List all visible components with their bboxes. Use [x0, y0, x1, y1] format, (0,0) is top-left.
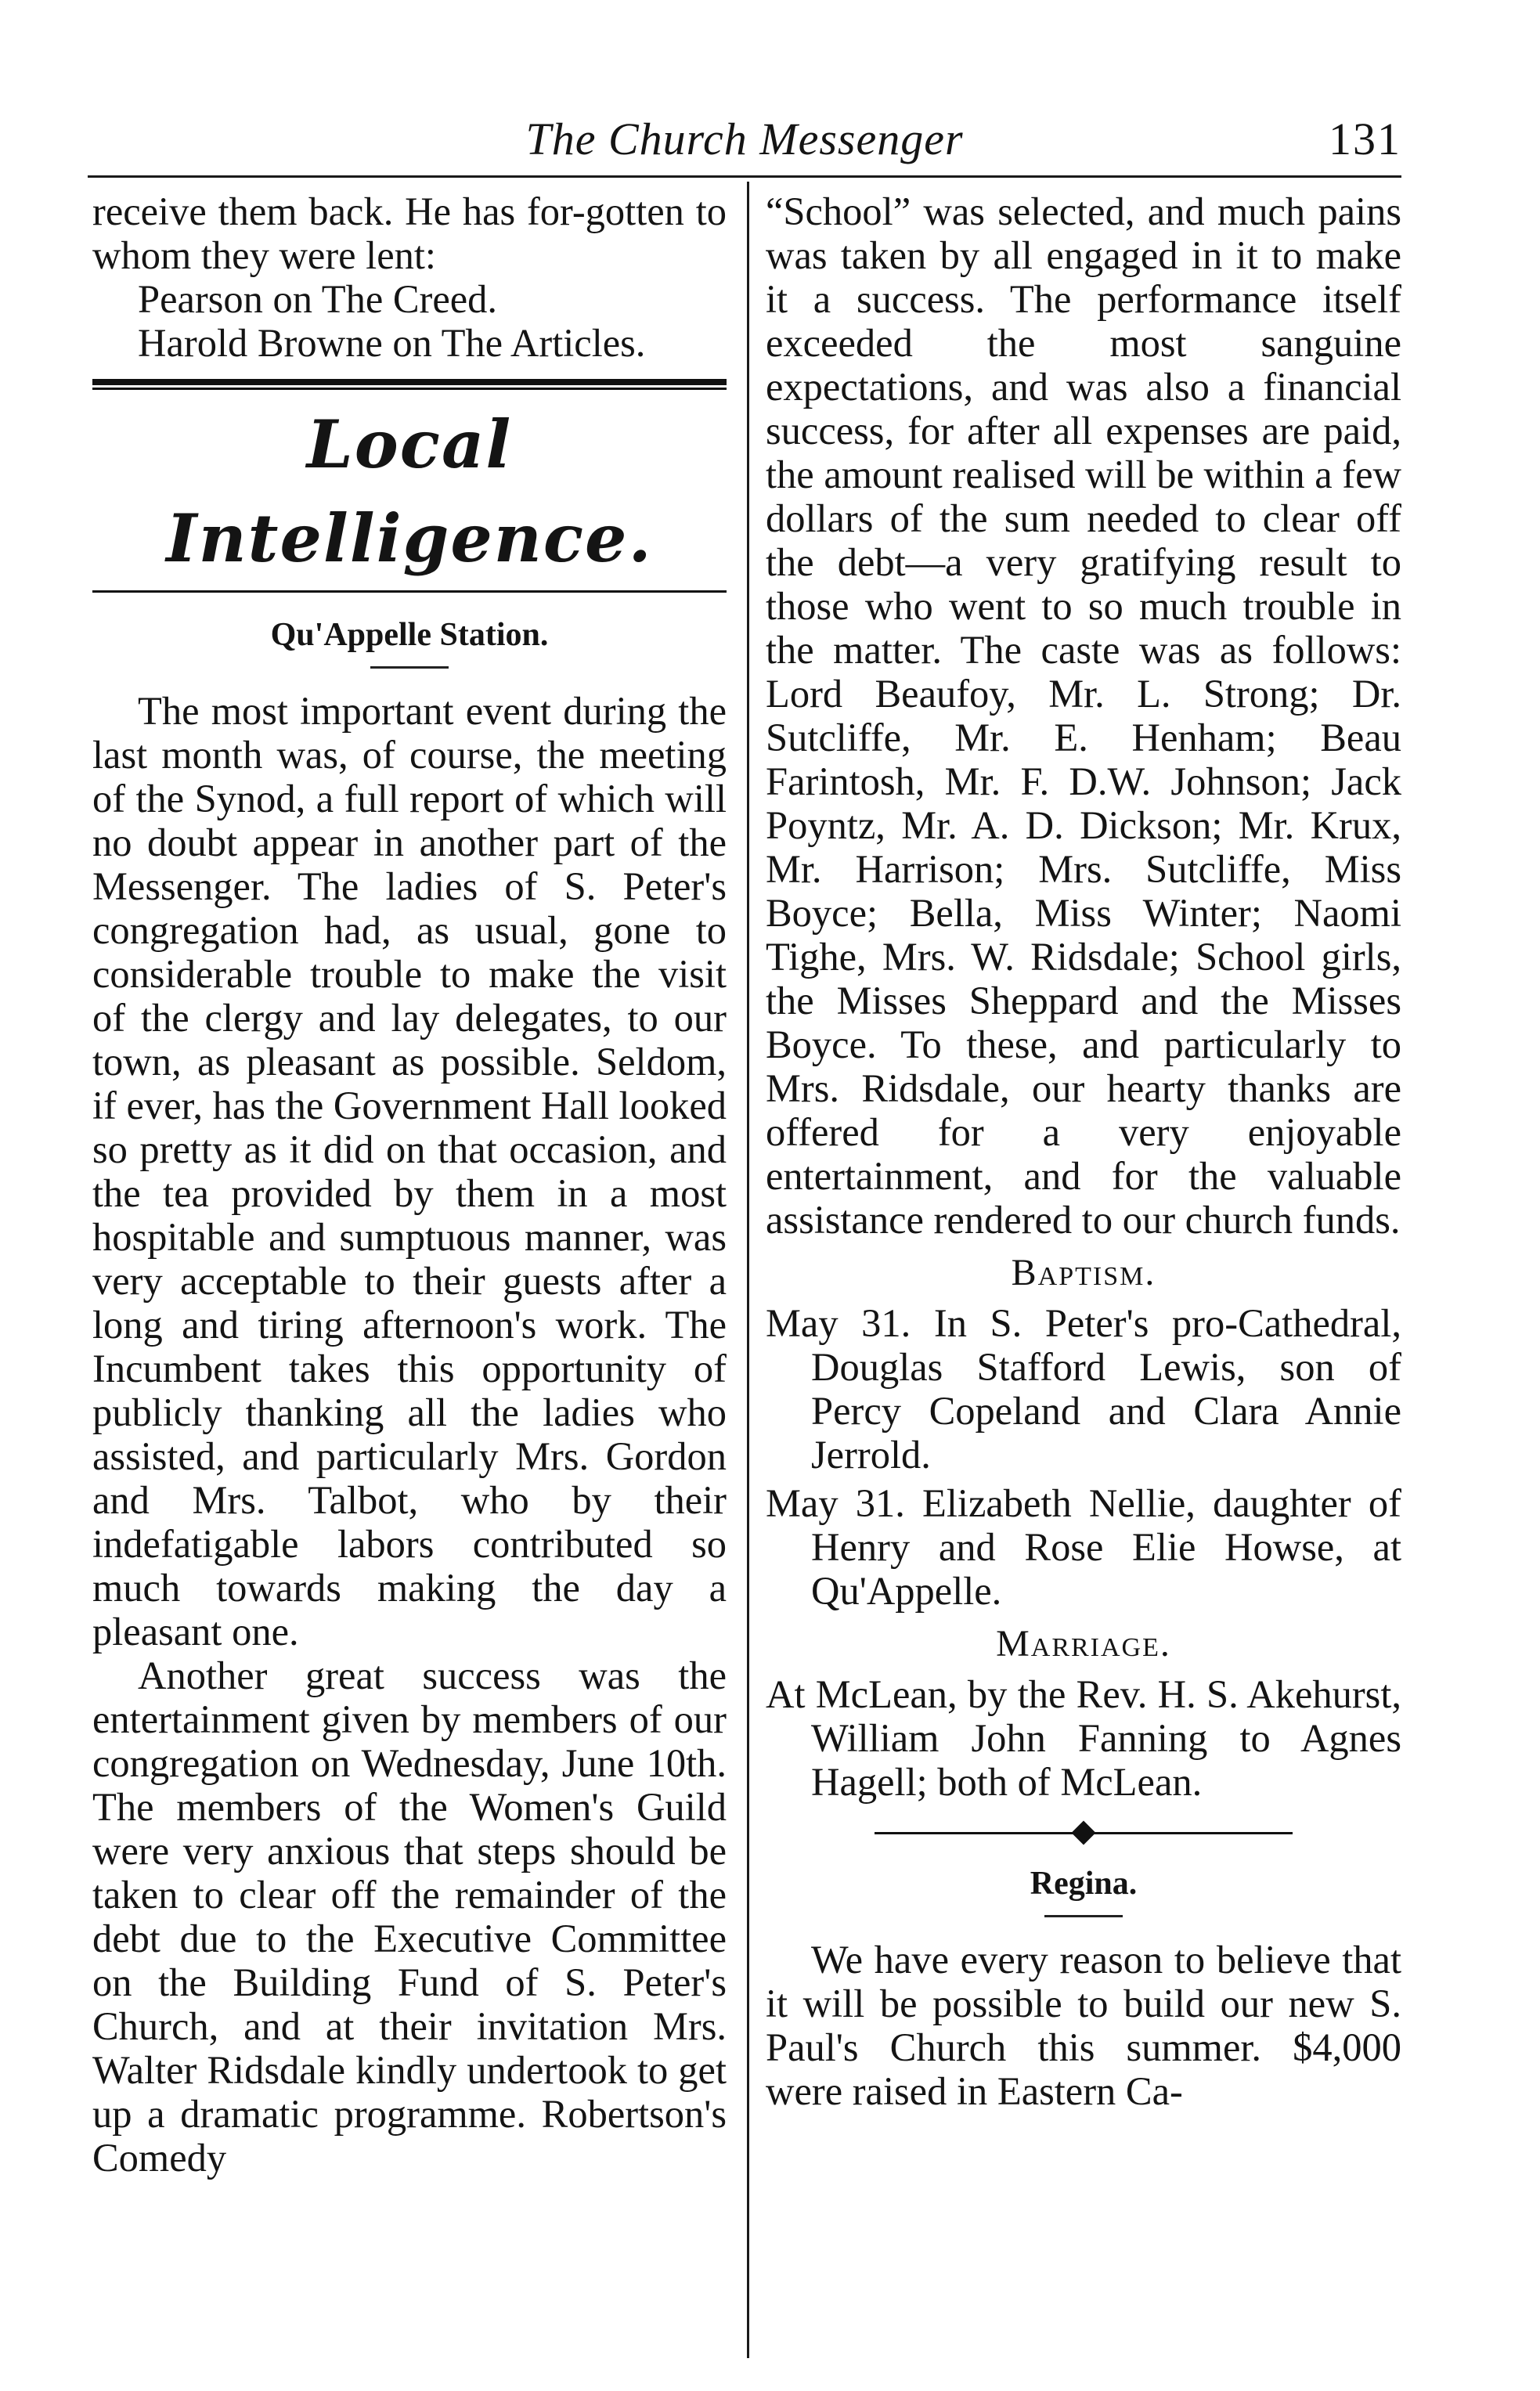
section-rule-bottom [92, 590, 727, 593]
right-column [766, 189, 1401, 2374]
article-paragraph: “School” was selected, and much pains was taken by all engaged in it to make it a success. The performance itself exceeded the most sanguine expectations, and was also a financial success, for after all expenses are paid, the amount realised will be within a few dollars of the sum needed to clear off the debt—a very gratifying result to those who went to so much trouble in the matter. The caste was as follows: Lord Beaufoy, Mr. L. Strong; Dr. Sutcliffe, Mr. E. Henham; Beau Farintosh, Mr. F. D.W. Johnson; Jack Poyntz, Mr. A. D. Dickson; Mr. Krux, Mr. Harrison; Mrs. Sutcliffe, Miss Boyce; Bella, Miss Winter; Naomi Tighe, Mrs. W. Ridsdale; School girls, the Misses Sheppard and the Misses Boyce. To these, and particularly to Mrs. Ridsdale, our hearty thanks are offered for a very enjoyable entertainment, and for the valuable assistance rendered to our church funds. [766, 189, 1401, 1242]
marriage-entry: At McLean, by the Rev. H. S. Akehurst, William John Fanning to Agnes Hagell; both of McLean. [766, 1672, 1401, 1804]
subheading-quappelle: Qu'Appelle Station. [270, 617, 549, 653]
book-line: Pearson on The Creed. [138, 277, 498, 321]
left-column [92, 189, 727, 2374]
article-paragraph: Another great success was the entertainment given by members of our congregation on Wednesday, June 10th. The members of the Women's Guild were very anxious that steps should be taken to clear off the remainder of the debt due to the Executive Committee on the Building Fund of S. Peter's Church, and at their invitation Mrs. Walter Ridsdale kindly undertook to get up a dramatic programme. Robertson's Comedy [92, 1654, 727, 2180]
diamond-ornament-icon [1071, 1820, 1095, 1845]
marriage-heading: Marriage. [996, 1623, 1171, 1664]
page-header [88, 110, 1401, 180]
section-rule-top [92, 379, 727, 390]
article-paragraph: The most important event during the last month was, of course, the meeting of the Synod, a full report of which will no doubt appear in another part of the Messenger. The ladies of S. Peter's congregation had, as usual, gone to considerable trouble to make the visit of the clergy and lay delegates, to our town, as pleasant as possible. Seldom, if ever, has the Government Hall looked so pretty as it did on that occasion, and the tea provided by them in a most hospitable and sumptuous manner, was very acceptable to their guests after a long and tiring afternoon's work. The Incumbent takes this opportunity of publicly thanking all the ladies who assisted, and particularly Mrs. Gordon and Mrs. Talbot, who by their indefatigable labors contributed so much towards making the day a pleasant one. [92, 689, 727, 1654]
baptism-entry: May 31. Elizabeth Nellie, daughter of Henry and Rose Elie Howse, at Qu'Appelle. [766, 1481, 1401, 1613]
continued-text: receive them back. He has for-gotten to whom they were lent: [92, 189, 727, 277]
publication-title: The Church Messenger [525, 114, 964, 164]
baptism-entry: May 31. In S. Peter's pro-Cathedral, Douglas Stafford Lewis, son of Percy Copeland and Clara Annie Jerrold. [766, 1301, 1401, 1477]
page-number: 131 [1329, 114, 1401, 164]
book-line: Harold Browne on The Articles. [138, 321, 646, 365]
short-dash [1044, 1915, 1123, 1917]
article-paragraph: We have every reason to believe that it will be possible to build our new S. Paul's Church this summer. $4,000 were raised in Eastern Ca- [766, 1938, 1401, 2113]
short-dash [370, 666, 449, 669]
subheading-regina: Regina. [1030, 1866, 1138, 1902]
ornamental-divider [766, 1824, 1401, 1841]
column-divider [747, 182, 749, 2358]
header-rule [88, 175, 1401, 178]
baptism-heading: Baptism. [1011, 1252, 1156, 1293]
section-heading: Local Intelligence. [166, 406, 653, 577]
